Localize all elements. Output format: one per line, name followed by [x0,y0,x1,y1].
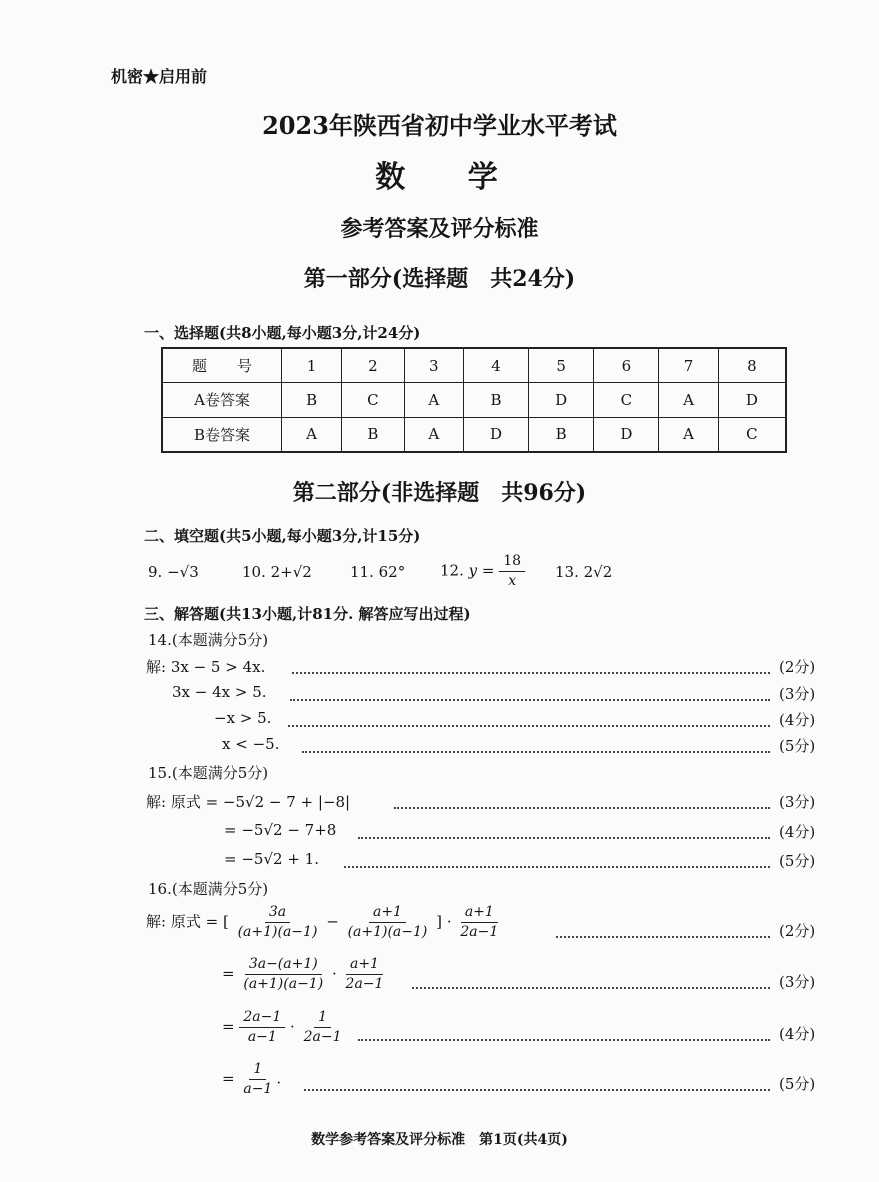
fraction: $\frac{3a}{(a+1)(a-1)}$ [237,904,318,940]
table-cell: 4 [463,348,528,383]
table-cell: 6 [594,348,659,383]
fraction: $\frac{a+1}{2a-1}$ [345,956,384,992]
q14-step-1: 解: 3x − 5 > 4x. [146,658,266,676]
answer-q13: 13. 2√2 [555,563,613,581]
table-cell: C [718,417,786,452]
q14-score-4: (5分) [779,737,816,755]
dot-leader [292,672,770,674]
table-cell: B [463,383,528,417]
q15-score-3: (5分) [779,852,816,870]
dot-leader [412,987,770,989]
table-cell: B [529,417,594,452]
dot-leader [302,751,770,753]
table-cell: C [594,383,659,417]
q15-score-2: (4分) [779,823,816,841]
table-cell: 3 [404,348,463,383]
fraction: $\frac{a+1}{(a+1)(a-1)}$ [347,904,428,940]
q14-step-3: −x > 5. [214,709,272,727]
table-cell: 1 [282,348,342,383]
fraction: $\frac{1}{a-1}$ [243,1061,273,1097]
page-footer: 数学参考答案及评分标准 第1页(共4页) [311,1132,568,1148]
table-cell: D [529,383,594,417]
table-cell: D [594,417,659,452]
table-cell: A [404,383,463,417]
answer-q10: 10. 2+√2 [242,563,312,581]
q15-step-3: = −5√2 + 1. [224,850,319,868]
answer-table [161,347,787,453]
table-cell: B卷答案 [162,417,282,452]
table-cell: C [342,383,404,417]
q15-step-1: 解: 原式 = −5√2 − 7 + |−8| [146,793,351,811]
q16-score-1: (2分) [779,922,816,940]
dot-leader [344,866,770,868]
subject-title: 数 学 [375,160,524,195]
q14-step-4: x < −5. [222,735,280,753]
dot-leader [304,1089,770,1091]
table-cell: B [282,383,342,417]
table-row [162,383,786,417]
part1-heading: 第一部分(选择题 共24分) [303,266,576,292]
table-cell: A卷答案 [162,383,282,417]
answer-q9: 9. −√3 [148,563,199,581]
table-cell: 8 [718,348,786,383]
dot-leader [290,699,770,701]
answer-q11: 11. 62° [350,563,406,581]
q16-step-3: = $\frac{2a-1}{a-1}$ · $\frac{1}{2a-1}$ [222,1008,346,1047]
table-cell: 题 号 [162,348,282,383]
fraction: $\frac{2a-1}{a-1}$ [239,1008,285,1047]
q16-step-1: 解: 原式 = [ $\frac{3a}{(a+1)(a-1)}$ − $\frac{a+1}{(a+1)(a-1)}$ ] · $\frac{a+1}{2a-1}$ [146,903,502,942]
answer-q12: 12. y = $\frac{18}{x}$ [440,552,525,591]
q16-score-4: (5分) [779,1075,816,1093]
q14-label: 14.(本题满分5分) [148,631,269,649]
q14-score-3: (4分) [779,711,816,729]
q16-step-2: = $\frac{3a-(a+1)}{(a+1)(a-1)}$ · $\frac{a+1}{2a-1}$ [222,955,387,994]
table-cell: 5 [529,348,594,383]
dot-leader [358,837,770,839]
q16-step-4: = $\frac{1}{a-1}$ . [222,1061,282,1097]
q16-score-2: (3分) [779,973,816,991]
fraction: $\frac{3a-(a+1)}{(a+1)(a-1)}$ [243,956,324,992]
table-header-row [162,348,786,383]
exam-title: 2023年陕西省初中学业水平考试 [262,111,617,140]
fraction: $\frac{18}{x}$ [499,552,525,591]
answer-key-title: 参考答案及评分标准 [340,216,539,242]
dot-leader [394,807,770,809]
q14-step-2: 3x − 4x > 5. [172,683,267,701]
section1-heading: 一、选择题(共8小题,每小题3分,计24分) [144,324,421,342]
section2-heading: 二、填空题(共5小题,每小题3分,计15分) [144,527,421,545]
table-cell: D [463,417,528,452]
dot-leader [556,936,770,938]
dot-leader [358,1039,770,1041]
q15-label: 15.(本题满分5分) [148,764,269,782]
q15-score-1: (3分) [779,793,816,811]
dot-leader [288,725,770,727]
q15-step-2: = −5√2 − 7+8 [224,821,337,839]
q14-score-2: (3分) [779,685,816,703]
table-row [162,417,786,452]
q16-score-3: (4分) [779,1025,816,1043]
part2-heading: 第二部分(非选择题 共96分) [292,480,587,506]
confidential-label: 机密★启用前 [111,67,208,86]
table-cell: A [659,417,718,452]
table-cell: D [718,383,786,417]
fraction: $\frac{a+1}{2a-1}$ [460,904,499,940]
table-cell: 7 [659,348,718,383]
table-cell: 2 [342,348,404,383]
table-cell: B [342,417,404,452]
table-cell: A [282,417,342,452]
section3-heading: 三、解答题(共13小题,计81分. 解答应写出过程) [144,605,471,623]
table-cell: A [659,383,718,417]
q14-score-1: (2分) [779,658,816,676]
fraction: $\frac{1}{2a-1}$ [303,1009,342,1045]
table-cell: A [404,417,463,452]
q16-label: 16.(本题满分5分) [148,880,269,898]
